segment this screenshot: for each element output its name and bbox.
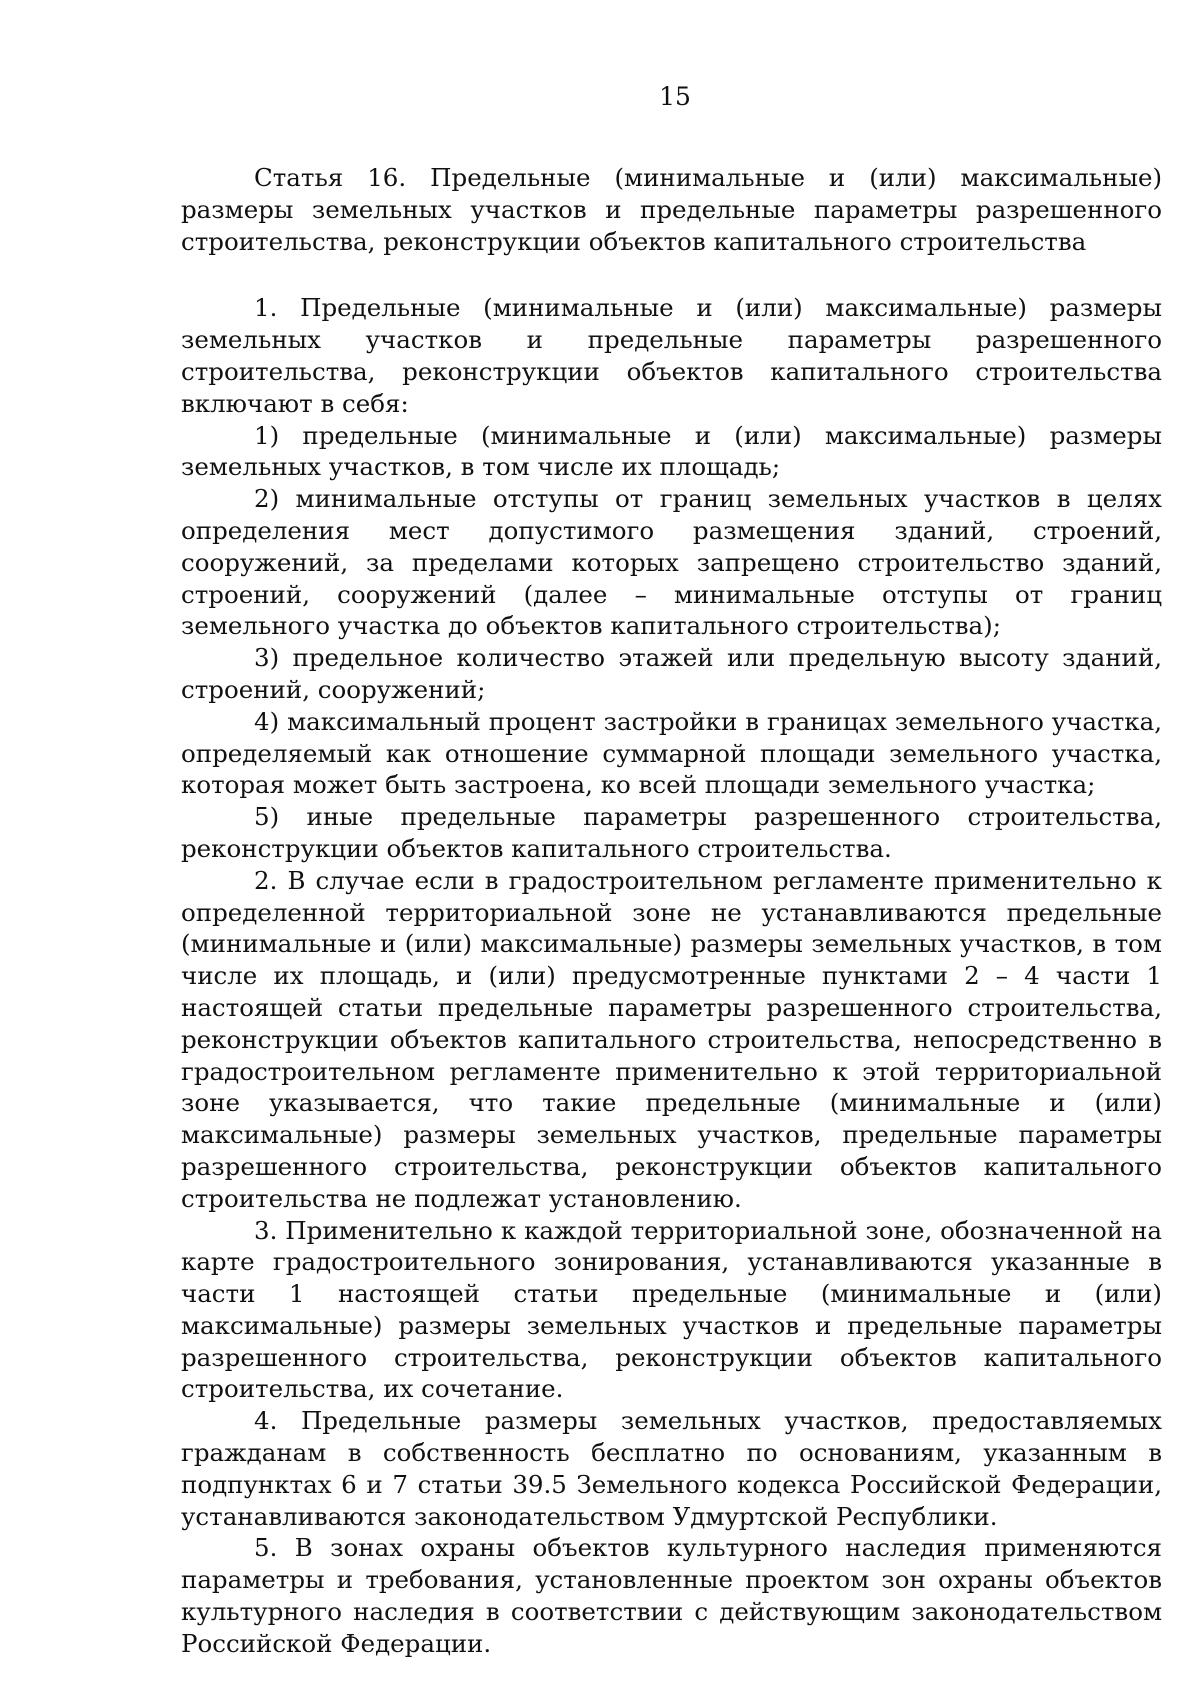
list-item-1: 1) предельные (минимальные и (или) максимальные) размеры земельных участков, в том числе их площадь; <box>181 420 1162 482</box>
document-body <box>181 162 1162 1660</box>
article-heading: Статья 16. Предельные (минимальные и (или) максимальные) размеры земельных участков и предельные параметры разрешенного строительства, реконструкции объектов капитального строительства <box>181 163 1162 256</box>
paragraph-part-4: 4. Предельные размеры земельных участков, предоставляемых гражданам в собственность бесплатно по основаниям, указанным в подпунктах 6 и 7 статьи 39.5 Земельного кодекса Российской Федерации, устанавливаются законодательством Удмуртской Республики. <box>181 1406 1162 1531</box>
paragraph-part-2: 2. В случае если в градостроительном регламенте применительно к определенной территориальной зоне не устанавливаются предельные (минимальные и (или) максимальные) размеры земельных участков, в том числе их площадь, и (или) предусмотренные пунктами 2 – 4 части 1 настоящей статьи предельные параметры разрешенного строительства, реконструкции объектов капитального строительства, непосредственно в градостроительном регламенте применительно к этой территориальной зоне указывается, что такие предельные (минимальные и (или) максимальные) размеры земельных участков, предельные параметры разрешенного строительства, реконструкции объектов капитального строительства не подлежат установлению. <box>181 865 1162 1213</box>
page-number: 15 <box>659 82 691 111</box>
list-item-2: 2) минимальные отступы от границ земельных участков в целях определения мест допустимого размещения зданий, строений, сооружений, за пределами которых запрещено строительство зданий, строений, сооружений (далее – минимальные отступы от границ земельного участка до объектов капитального строительства); <box>181 484 1162 641</box>
paragraph-part-3: 3. Применительно к каждой территориальной зоне, обозначенной на карте градостроительного зонирования, устанавливаются указанные в части 1 настоящей статьи предельные (минимальные и (или) максимальные) размеры земельных участков и предельные параметры разрешенного строительства, реконструкции объектов капитального строительства, их сочетание. <box>181 1215 1162 1404</box>
paragraph-part-5: 5. В зонах охраны объектов культурного наследия применяются параметры и требования, установленные проектом зон охраны объектов культурного наследия в соответствии с действующим законодательством Российской Федерации. <box>181 1533 1162 1658</box>
list-item-5: 5) иные предельные параметры разрешенного строительства, реконструкции объектов капитального строительства. <box>181 802 1162 863</box>
list-item-3: 3) предельное количество этажей или предельную высоту зданий, строений, сооружений; <box>181 643 1162 704</box>
paragraph-part-1: 1. Предельные (минимальные и (или) максимальные) размеры земельных участков и предельные параметры разрешенного строительства, реконструкции объектов капитального строительства включают в себя: <box>181 293 1162 418</box>
list-item-4: 4) максимальный процент застройки в границах земельного участка, определяемый как отношение суммарной площади земельного участка, которая может быть застроена, ко всей площади земельного участка; <box>181 706 1162 800</box>
